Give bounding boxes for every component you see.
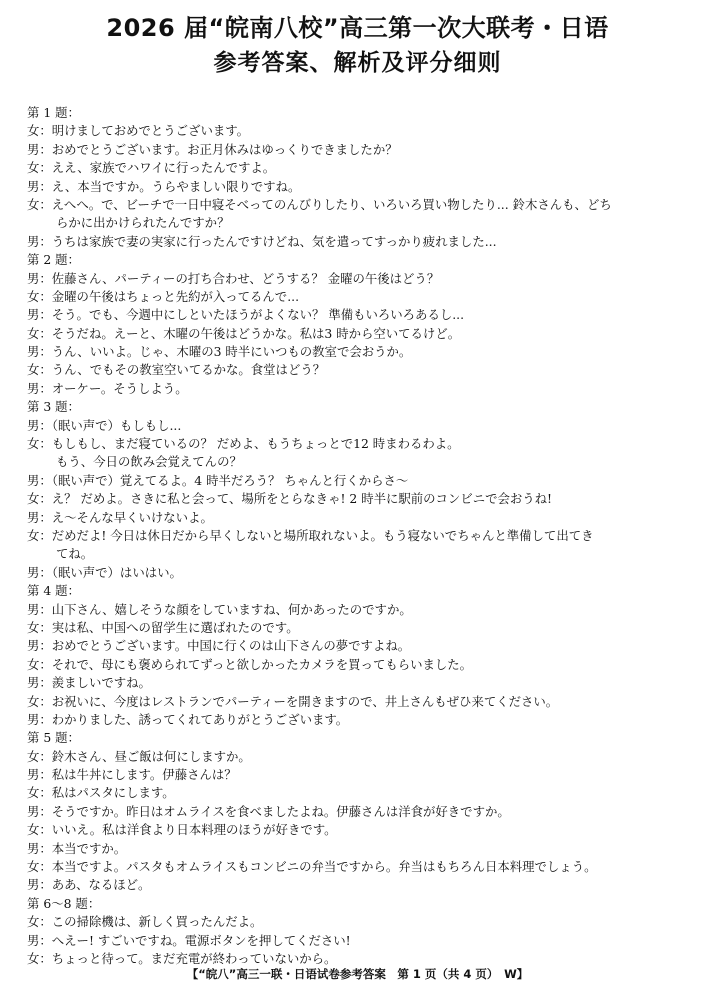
speaker-label: 女： <box>27 656 52 672</box>
utterance-text: らかに出かけられたんですか？ <box>56 215 230 231</box>
utterance-text: てね。 <box>56 546 94 562</box>
question-number: 第 1 题： <box>27 105 80 120</box>
utterance-text: わかりました、誘ってくれてありがとうございます。 <box>51 711 349 727</box>
question-number: 第 6～8 题： <box>27 895 101 911</box>
utterance-text: 実は私、中国への留学生に選ばれたのです。 <box>51 619 299 635</box>
dialogue-line <box>27 325 692 343</box>
dialogue-line <box>27 490 692 508</box>
utterance-text: 私は牛丼にします。伊藤さんは？ <box>51 767 237 783</box>
dialogue-line <box>27 343 692 361</box>
dialogue-line <box>27 564 692 582</box>
speaker-label: 男： <box>27 509 52 525</box>
utterance-text: （眠い声で）もしもし... <box>51 417 182 433</box>
speaker-label: 女： <box>27 859 52 875</box>
speaker-label: 男： <box>27 564 52 580</box>
utterance-text: ええ、家族でハワイに行ったんですよ。 <box>51 160 276 176</box>
speaker-label: 男： <box>27 711 52 727</box>
speaker-label: 男： <box>27 307 52 323</box>
dialogue-line <box>27 932 692 950</box>
dialogue-line <box>27 711 692 729</box>
dialogue-line <box>27 509 692 527</box>
utterance-text: この掃除機は、新しく買ったんだよ。 <box>51 914 263 930</box>
utterance-text: だめだよ! 今日は休日だから早くしないと場所取れないよ。もう寝ないでちゃんと準備して出てき <box>51 527 594 543</box>
dialogue-line <box>27 361 692 379</box>
speaker-label: 女： <box>27 436 52 452</box>
speaker-label: 女： <box>27 748 52 764</box>
question-number: 第 4 题： <box>27 583 80 599</box>
speaker-label: 女： <box>27 527 52 543</box>
question-heading <box>27 729 692 747</box>
utterance-text: （眠い声で）はいはい。 <box>51 564 182 580</box>
utterance-text: 佐藤さん、パーティーの打ち合わせ、どうする？ 金曜の午後はどう？ <box>51 270 440 286</box>
question-number: 第 5 题： <box>27 730 80 746</box>
utterance-text: 本当ですよ。パスタもオムライスもコンビニの弁当ですから。弁当はもちろん日本料理でしょう。 <box>51 859 597 875</box>
speaker-label: 男： <box>27 877 52 893</box>
speaker-label: 男： <box>27 803 52 819</box>
speaker-label: 男： <box>27 270 52 286</box>
question-heading <box>27 251 692 269</box>
utterance-text: ちょっと待って。まだ充電が終わっていないから。 <box>51 950 337 966</box>
utterance-text: 鈴木さん、昼ご飯は何にしますか。 <box>51 748 251 764</box>
speaker-label: 男： <box>27 932 52 948</box>
dialogue-line <box>27 472 692 490</box>
utterance-text: えへへ。で、ビーチで一日中寝そべってのんびりしたり、いろいろ買い物したり... 鈴木さんも、どち <box>51 196 612 212</box>
speaker-label: 女： <box>27 196 52 212</box>
dialogue-line <box>27 527 692 545</box>
utterance-text: おめでとうございます。お正月休みはゆっくりできましたか？ <box>51 141 398 157</box>
utterance-text: そうだね。えーと、木曜の午後はどうかな。私は3 時から空いてるけど。 <box>51 325 461 341</box>
utterance-text: オーケー。そうしよう。 <box>51 380 188 396</box>
speaker-label: 男： <box>27 417 52 433</box>
speaker-label: 女： <box>27 160 52 176</box>
utterance-text: 私はパスタにします。 <box>51 785 175 801</box>
dialogue-line <box>27 196 692 214</box>
speaker-label: 男： <box>27 840 52 856</box>
question-heading <box>27 895 692 913</box>
dialogue-line <box>27 233 692 251</box>
question-heading <box>27 582 692 600</box>
dialogue-line <box>27 214 692 232</box>
dialogue-line <box>27 270 692 288</box>
dialogue-line <box>27 637 692 655</box>
utterance-text: それで、母にも褒められてずっと欲しかったカメラを買ってもらいました。 <box>51 656 473 672</box>
document-subtitle: 参考答案、解析及评分细则 <box>213 50 502 76</box>
speaker-label: 女： <box>27 693 52 709</box>
speaker-label: 女： <box>27 822 52 838</box>
utterance-text: （眠い声で）覚えてるよ。4 時半だろう？ ちゃんと行くからさ～ <box>51 472 409 488</box>
utterance-text: おめでとうございます。中国に行くのは山下さんの夢ですよね。 <box>51 638 411 654</box>
speaker-label: 男： <box>27 380 52 396</box>
utterance-text: え、本当ですか。うらやましい限りですね。 <box>51 178 301 194</box>
utterance-text: お祝いに、今度はレストランでパーティーを開きますので、井上さんもぜひ来てください。 <box>51 693 559 709</box>
dialogue-line <box>27 619 692 637</box>
utterance-text: 金曜の午後はちょっと先約が入ってるんで... <box>51 288 300 304</box>
speaker-label: 女： <box>27 914 52 930</box>
dialogue-line <box>27 913 692 931</box>
speaker-label: 男： <box>27 178 52 194</box>
utterance-text: うちは家族で妻の実家に行ったんですけどね、気を遣ってすっかり疲れました... <box>51 233 497 249</box>
utterance-text: ああ、なるほど。 <box>51 877 151 893</box>
speaker-label: 男： <box>27 767 52 783</box>
dialogue-line <box>27 693 692 711</box>
speaker-label: 女： <box>27 325 52 341</box>
speaker-label: 男： <box>27 344 52 360</box>
speaker-label: 男： <box>27 601 52 617</box>
utterance-text: 山下さん、嬉しそうな顔をしていますね、何かあったのですか。 <box>51 601 412 617</box>
speaker-label: 女： <box>27 491 52 507</box>
dialogue-line <box>27 122 692 140</box>
dialogue-line <box>27 840 692 858</box>
dialogue-line <box>27 766 692 784</box>
dialogue-line <box>27 601 692 619</box>
dialogue-line <box>27 141 692 159</box>
page-footer: 【“皖八”高三一联・日语试卷参考答案 第 1 页（共 4 页） W】 <box>186 967 529 981</box>
utterance-text: 羨ましいですね。 <box>51 675 151 691</box>
speaker-label: 男： <box>27 472 52 488</box>
speaker-label: 男： <box>27 675 52 691</box>
document-title: 2026 届“皖南八校”高三第一次大联考・日语 <box>106 14 609 42</box>
speaker-label: 男： <box>27 141 52 157</box>
speaker-label: 男： <box>27 233 52 249</box>
dialogue-line <box>27 876 692 894</box>
dialogue-line <box>27 306 692 324</box>
utterance-text: もう、今日の飲み会覚えてんの？ <box>56 454 242 470</box>
utterance-text: いいえ。私は洋食より日本料理のほうが好きです。 <box>51 822 337 838</box>
dialogue-line <box>27 159 692 177</box>
transcript-body <box>27 104 692 968</box>
dialogue-line <box>27 821 692 839</box>
dialogue-line <box>27 674 692 692</box>
dialogue-line <box>27 803 692 821</box>
question-number: 第 2 题： <box>27 252 80 268</box>
question-heading <box>27 104 692 122</box>
speaker-label: 女： <box>27 362 52 378</box>
dialogue-line <box>27 453 692 471</box>
utterance-text: 明けましておめでとうございます。 <box>51 123 250 139</box>
dialogue-line <box>27 435 692 453</box>
utterance-text: へえー! すごいですね。電源ボタンを押してください! <box>51 932 351 948</box>
speaker-label: 女： <box>27 619 52 635</box>
utterance-text: そうですか。昨日はオムライスを食べましたよね。伊藤さんは洋食が好きですか。 <box>51 803 510 819</box>
dialogue-line <box>27 380 692 398</box>
speaker-label: 女： <box>27 123 52 139</box>
dialogue-line <box>27 748 692 766</box>
utterance-text: え～そんな早くいけないよ。 <box>51 509 213 525</box>
dialogue-line <box>27 858 692 876</box>
utterance-text: え？ だめよ。さきに私と会って、場所をとらなきゃ! 2 時半に駅前のコンビニで会おうね! <box>51 491 553 507</box>
dialogue-line <box>27 545 692 563</box>
dialogue-line <box>27 417 692 435</box>
dialogue-line <box>27 178 692 196</box>
speaker-label: 女： <box>27 950 52 966</box>
utterance-text: 本当ですか。 <box>51 840 127 856</box>
utterance-text: うん、いいよ。じゃ、木曜の3 時半にいつもの教室で会おうか。 <box>51 344 412 360</box>
utterance-text: うん、でもその教室空いてるかな。食堂はどう？ <box>51 362 326 378</box>
speaker-label: 女： <box>27 785 52 801</box>
question-number: 第 3 题： <box>27 399 80 415</box>
question-heading <box>27 398 692 416</box>
utterance-text: そう。でも、今週中にしといたほうがよくない？ 準備もいろいろあるし... <box>51 307 465 323</box>
speaker-label: 男： <box>27 638 52 654</box>
utterance-text: もしもし、まだ寝ているの？ だめよ、もうちょっとで12 時まわるわよ。 <box>51 436 460 452</box>
dialogue-line <box>27 656 692 674</box>
dialogue-line <box>27 784 692 802</box>
speaker-label: 女： <box>27 288 52 304</box>
dialogue-line <box>27 288 692 306</box>
